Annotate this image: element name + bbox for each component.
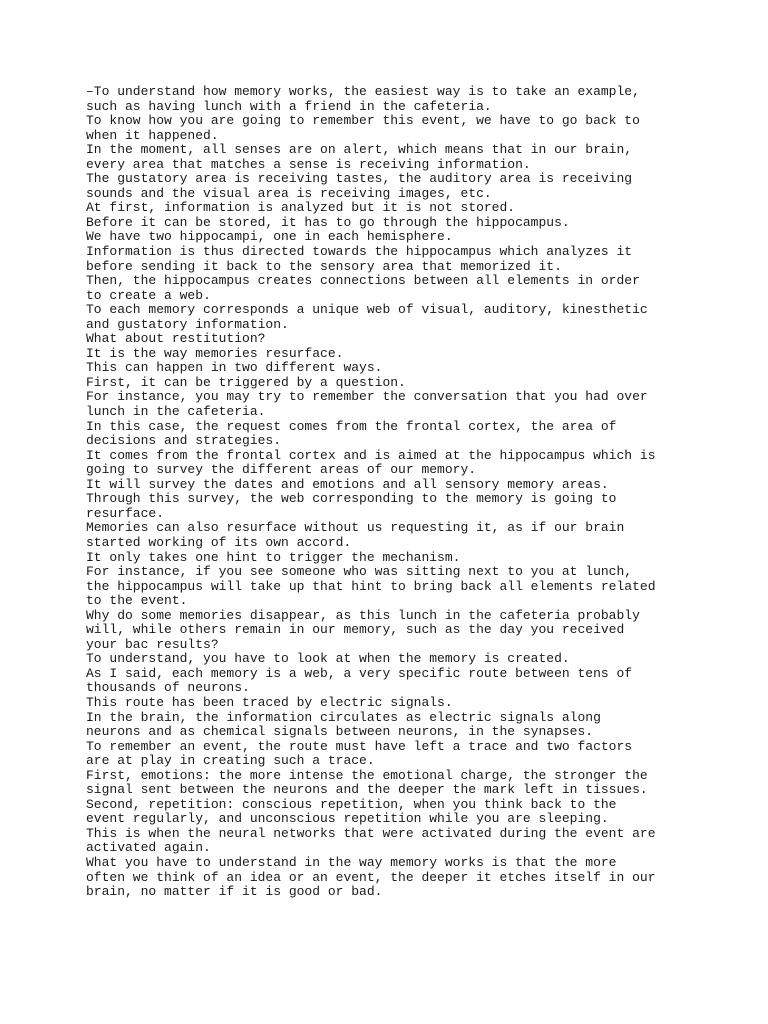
document-text-line: started working of its own accord. bbox=[86, 534, 352, 550]
document-text-line: Information is thus directed towards the hippocampus which analyzes it bbox=[86, 244, 633, 260]
document-text-line: Before it can be stored, it has to go through the hippocampus. bbox=[86, 214, 570, 230]
document-text-line: This route has been traced by electric signals. bbox=[86, 694, 453, 710]
document-text-line: when it happened. bbox=[86, 127, 219, 143]
document-text-line: What about restitution? bbox=[86, 331, 266, 347]
document-text-line: such as having lunch with a friend in the cafeteria. bbox=[86, 98, 492, 114]
document-text-line: the hippocampus will take up that hint to bring back all elements related bbox=[86, 578, 656, 594]
document-text-line: We have two hippocampi, one in each hemisphere. bbox=[86, 229, 453, 245]
document-text-line: In this case, the request comes from the frontal cortex, the area of bbox=[86, 418, 617, 434]
document-text-line: In the moment, all senses are on alert, which means that in our brain, bbox=[86, 142, 633, 158]
document-text-line: In the brain, the information circulates as electric signals along bbox=[86, 709, 601, 725]
document-text-line: First, emotions: the more intense the emotional charge, the stronger the bbox=[86, 767, 648, 783]
document-text-line: It is the way memories resurface. bbox=[86, 345, 344, 361]
document-text-line: every area that matches a sense is receiving information. bbox=[86, 156, 531, 172]
document-text-line: It will survey the dates and emotions and all sensory memory areas. bbox=[86, 476, 609, 492]
document-text-line: What you have to understand in the way memory works is that the more bbox=[86, 854, 617, 870]
document-text-line: before sending it back to the sensory area that memorized it. bbox=[86, 258, 562, 274]
document-text-line: to create a web. bbox=[86, 287, 211, 303]
document-text-line: Then, the hippocampus creates connections between all elements in order bbox=[86, 273, 640, 289]
document-text-line: –To understand how memory works, the easiest way is to take an example, bbox=[86, 84, 640, 99]
document-text-line: signal sent between the neurons and the deeper the mark left in tissues. bbox=[86, 782, 648, 798]
document-text-line: Why do some memories disappear, as this lunch in the cafeteria probably bbox=[86, 607, 640, 623]
document-text-line: This can happen in two different ways. bbox=[86, 360, 383, 376]
document-text-line: and gustatory information. bbox=[86, 316, 289, 332]
document-text-line: often we think of an idea or an event, the deeper it etches itself in our bbox=[86, 869, 656, 885]
document-text-line: your bac results? bbox=[86, 636, 219, 652]
document-text-line: will, while others remain in our memory, such as the day you received bbox=[86, 622, 625, 638]
document-text-line: event regularly, and unconscious repetition while you are sleeping. bbox=[86, 811, 609, 827]
document-body-text bbox=[86, 85, 686, 900]
document-text-line: To understand, you have to look at when the memory is created. bbox=[86, 651, 570, 667]
document-text-line: To know how you are going to remember this event, we have to go back to bbox=[86, 113, 640, 129]
document-text-line: Second, repetition: conscious repetition, when you think back to the bbox=[86, 796, 617, 812]
document-text-line: To remember an event, the route must have left a trace and two factors bbox=[86, 738, 633, 754]
document-text-line: At first, information is analyzed but it is not stored. bbox=[86, 200, 516, 216]
document-text-line: The gustatory area is receiving tastes, the auditory area is receiving bbox=[86, 171, 633, 187]
document-text-line: activated again. bbox=[86, 840, 211, 856]
document-text-line: to the event. bbox=[86, 593, 188, 609]
document-text-line: First, it can be triggered by a question. bbox=[86, 374, 406, 390]
document-text-line: decisions and strategies. bbox=[86, 433, 282, 449]
document-text-line: It comes from the frontal cortex and is aimed at the hippocampus which is bbox=[86, 447, 656, 463]
document-text-line: lunch in the cafeteria. bbox=[86, 404, 266, 420]
document-text-line: brain, no matter if it is good or bad. bbox=[86, 884, 383, 900]
document-text-line: neurons and as chemical signals between neurons, in the synapses. bbox=[86, 724, 594, 740]
document-text-line: Through this survey, the web corresponding to the memory is going to bbox=[86, 491, 617, 507]
document-text-line: Memories can also resurface without us requesting it, as if our brain bbox=[86, 520, 625, 536]
document-text-line: As I said, each memory is a web, a very specific route between tens of bbox=[86, 665, 633, 681]
document-text-line: are at play in creating such a trace. bbox=[86, 753, 375, 769]
document-text-line: For instance, you may try to remember the conversation that you had over bbox=[86, 389, 648, 405]
document-text-line: thousands of neurons. bbox=[86, 680, 250, 696]
document-text-line: It only takes one hint to trigger the mechanism. bbox=[86, 549, 461, 565]
document-text-line: resurface. bbox=[86, 505, 165, 521]
document-text-line: This is when the neural networks that were activated during the event are bbox=[86, 825, 656, 841]
document-text-line: going to survey the different areas of our memory. bbox=[86, 462, 477, 478]
document-text-line: To each memory corresponds a unique web of visual, auditory, kinesthetic bbox=[86, 302, 648, 318]
document-text-line: For instance, if you see someone who was sitting next to you at lunch, bbox=[86, 564, 633, 580]
document-text-line: sounds and the visual area is receiving images, etc. bbox=[86, 185, 492, 201]
